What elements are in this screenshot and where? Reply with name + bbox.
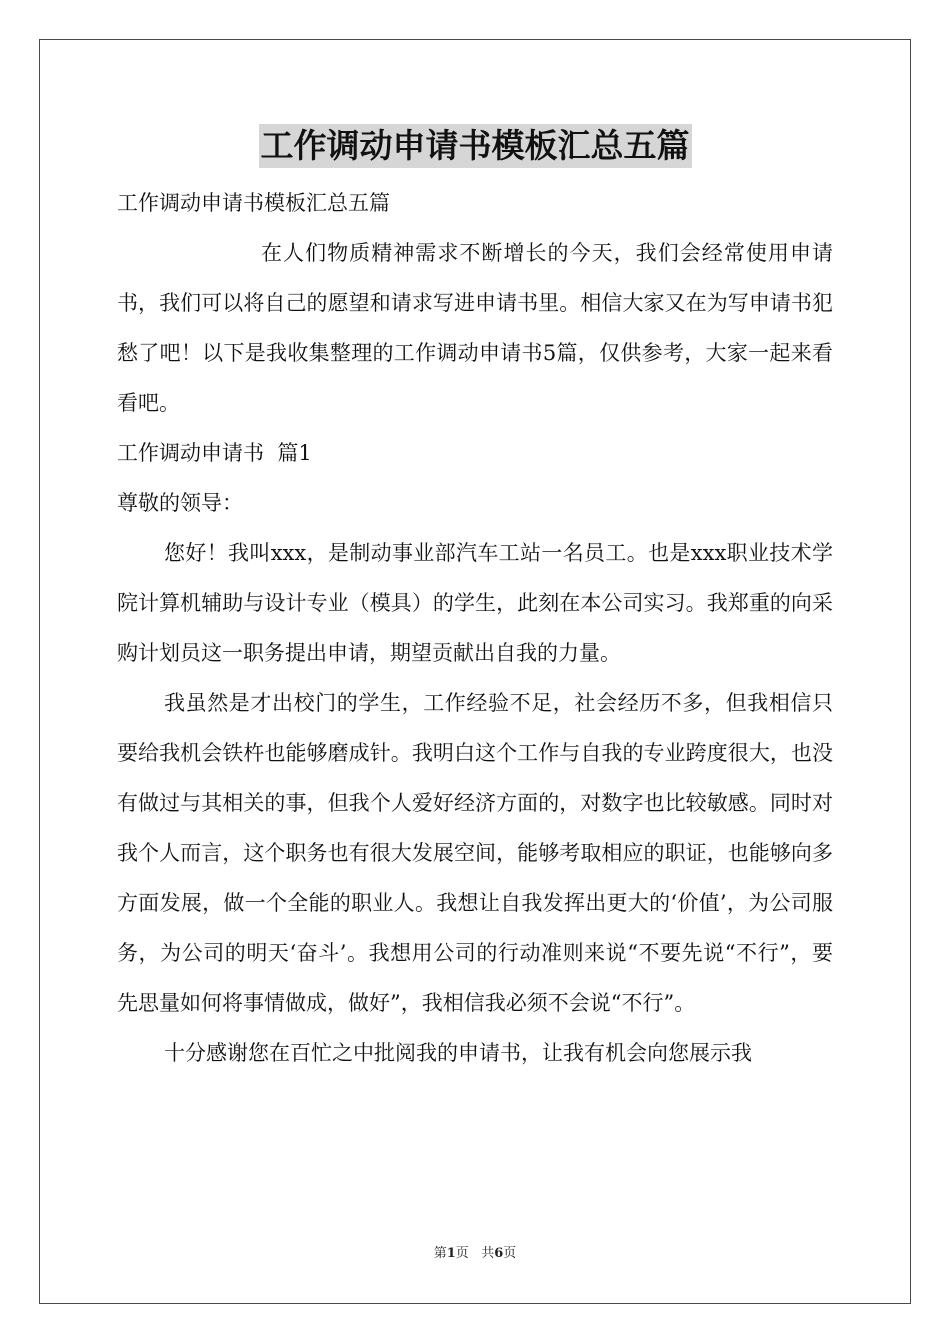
page-label-suffix: 页 [503, 1246, 517, 1261]
intro-paragraph: 在人们物质精神需求不断增长的今天，我们会经常使用申请书，我们可以将自己的愿望和请求写进申请书里。相信大家又在为写申请书犯愁了吧！以下是我收集整理的工作调动申请书5篇，仅供参考，大家一起来看看吧。 [117, 241, 833, 415]
page-total: 6 [494, 1246, 504, 1261]
body-paragraph-1: 您好！我叫xxx，是制动事业部汽车工站一名员工。也是xxx职业技术学院计算机辅助与设计专业（模具）的学生，此刻在本公司实习。我郑重的向采购计划员这一职务提出申请，期望贡献出自我的力量。 [117, 541, 833, 665]
body-paragraph-3: 十分感谢您在百忙之中批阅我的申请书，让我有机会向您展示我 [164, 1041, 752, 1065]
salutation: 尊敬的领导： [117, 491, 243, 515]
page-label-mid: 页 共 [455, 1246, 495, 1261]
document-subtitle: 工作调动申请书模板汇总五篇 [117, 191, 390, 215]
title-container [0, 124, 950, 168]
page-footer [0, 1246, 950, 1262]
page-label-prefix: 第 [433, 1246, 447, 1261]
section-heading: 工作调动申请书 篇1 [117, 441, 312, 465]
document-title: 工作调动申请书模板汇总五篇 [259, 124, 692, 168]
body-paragraph-2: 我虽然是才出校门的学生，工作经验不足，社会经历不多，但我相信只要给我机会铁杵也能够磨成针。我明白这个工作与自我的专业跨度很大，也没有做过与其相关的事，但我个人爱好经济方面的，对数字也比较敏感。同时对我个人而言，这个职务也有很大发展空间，能够考取相应的职证，也能够向多方面发展，做一个全能的职业人。我想让自我发挥出更大的‘价值’，为公司服务，为公司的明天‘奋斗’。我想用公司的行动准则来说“不要先说“不行”，要先思量如何将事情做成，做好”，我相信我必须不会说“不行”。 [117, 691, 833, 1015]
document-body [117, 178, 833, 1078]
page-current: 1 [446, 1246, 456, 1261]
